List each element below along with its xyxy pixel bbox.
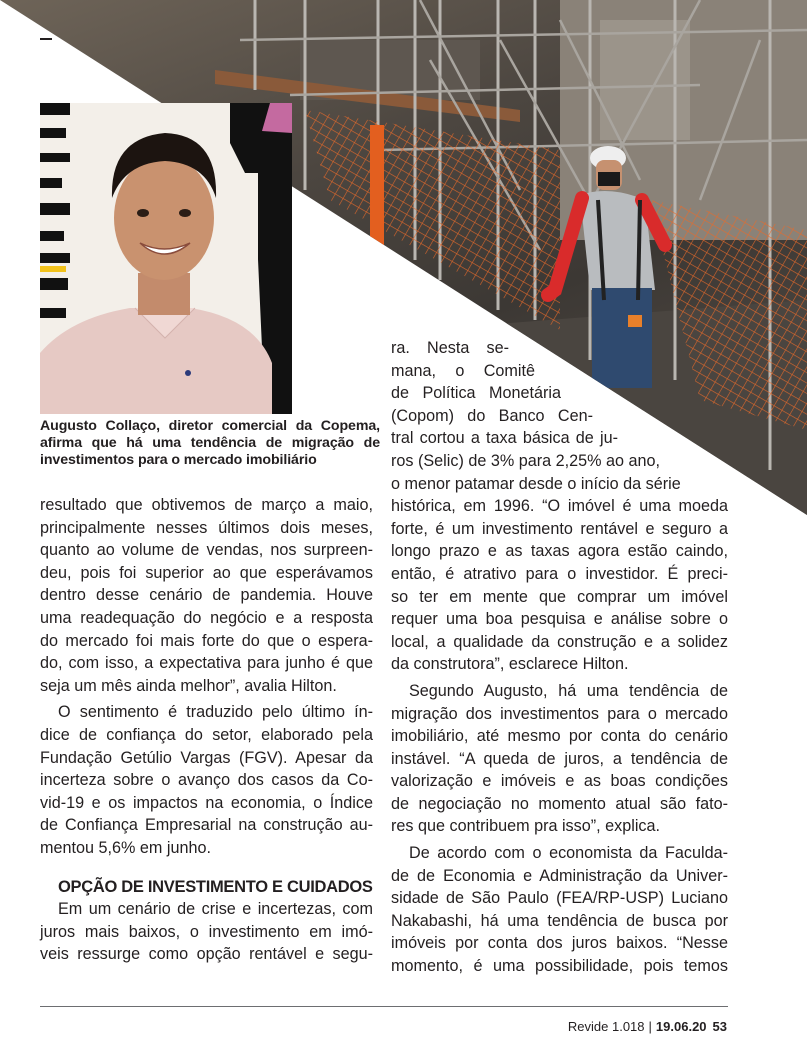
text-line: então, é atrativo para o investidor. É preci- — [391, 564, 728, 583]
text-line: dentro desse cenário de pandemia. Houve — [40, 586, 373, 605]
text-line: mentou 5,6% em junho. — [40, 838, 211, 857]
text-line: resultado que obtivemos de março a maio, — [40, 496, 373, 514]
caption-line: Augusto Collaço, diretor comercial da Copema, — [40, 418, 380, 434]
text-line: local, a qualidade da construção e a solidez — [391, 632, 728, 651]
caption-line: investimentos para o mercado imobiliário — [40, 452, 317, 468]
text-line: ra. Nesta se- — [391, 339, 509, 357]
issue-date: 19.06.20 — [655, 1019, 707, 1034]
issue-number: Revide 1.018 — [567, 1019, 645, 1034]
portrait-scene — [40, 103, 292, 414]
text-line: de negociação no momento atual são fato- — [391, 794, 728, 813]
text-line: Nakabashi, há uma tendência de busca por — [391, 911, 728, 930]
caption-line: afirma que há uma tendência de migração de — [40, 435, 380, 451]
paragraph — [40, 898, 373, 966]
text-line: imóveis por conta dos juros baixos. “Nesse — [391, 934, 728, 953]
text-line: o menor patamar desde o início da série — [391, 474, 681, 493]
text-line: do, com isso, a expectativa para junho é que — [40, 654, 373, 673]
text-line: deu, pois foi superior ao que esperávamos — [40, 563, 373, 582]
text-line: sidade de São Paulo (FEA/RP-USP) Luciano — [391, 889, 728, 908]
text-line: principalmente nesses últimos dois meses, — [40, 518, 373, 537]
text-line: forte, é um investimento rentável e seguro a — [391, 519, 728, 538]
text-line: dice de confiança do setor, elaborado pela — [40, 725, 373, 744]
text-line: imobiliário, até mesmo por conta do cenário — [391, 727, 728, 746]
text-line: juros mais baixos, o investimento em imó- — [40, 922, 373, 941]
text-line: do mercado foi mais forte do que o espera- — [40, 631, 373, 650]
text-line: Segundo Augusto, há uma tendência de — [409, 681, 728, 700]
text-line: Em um cenário de crise e incertezas, com — [58, 900, 373, 919]
paragraph — [391, 337, 728, 676]
text-line: ros (Selic) de 3% para 2,25% ao ano, — [391, 451, 661, 470]
top-dash — [40, 38, 52, 40]
photo-caption — [40, 418, 380, 469]
text-line: mana, o Comitê — [391, 361, 535, 380]
page-footer — [568, 1019, 727, 1034]
text-line: vid-19 e os impactos na economia, o Índice — [40, 793, 373, 812]
text-line: De acordo com o economista da Faculda- — [409, 844, 728, 863]
text-line: longo prazo e as taxas agora estão caindo, — [391, 542, 728, 561]
text-line: O sentimento é traduzido pelo último ín- — [58, 703, 373, 722]
text-line: requer uma boa pesquisa e análise sobre o — [391, 610, 728, 629]
text-line: Fundação Getúlio Vargas (FGV). Apesar da — [40, 748, 373, 767]
text-line: momento, é uma possibilidade, pois temos — [391, 957, 728, 976]
right-column — [391, 337, 728, 978]
portrait-photo — [40, 103, 292, 414]
text-line: de Confiança Empresarial na construção au- — [40, 816, 373, 835]
text-line: histórica, em 1996. “O imóvel é uma moeda — [391, 497, 728, 516]
text-line: migração dos investimentos para o mercado — [391, 704, 728, 723]
text-line: seja um mês ainda melhor”, avalia Hilton. — [40, 676, 337, 695]
text-line: tral cortou a taxa básica de ju- — [391, 429, 618, 448]
text-line: uma readequação do negócio e a resposta — [40, 608, 373, 627]
text-line: de Política Monetária — [391, 384, 561, 403]
paragraph — [40, 494, 373, 697]
text-line: incerteza sobre o avanço dos casos da Co- — [40, 771, 373, 790]
text-line: quanto ao volume de vendas, nos surpreen- — [40, 541, 373, 560]
text-line: da construtora”, esclarece Hilton. — [391, 655, 629, 674]
paragraph — [391, 680, 728, 838]
text-line: res que contribuem pra isso”, explica. — [391, 817, 661, 836]
page-number: 53 — [712, 1019, 727, 1034]
text-line: (Copom) do Banco Cen- — [391, 406, 593, 425]
paragraph — [40, 701, 373, 859]
footer-rule — [40, 1006, 728, 1007]
section-heading: OPÇÃO DE INVESTIMENTO E CUIDADOS — [58, 877, 373, 896]
left-column — [40, 494, 373, 966]
text-line: de de Economia e Administração da Univer- — [391, 866, 728, 885]
paragraph — [391, 842, 728, 978]
text-line: valorização e imóveis e as boas condições — [391, 772, 728, 791]
text-line: veis ressurge como opção rentável e segu- — [40, 945, 373, 964]
text-line: instável. “A queda de juros, a tendência de — [391, 749, 728, 768]
footer-separator: | — [648, 1019, 652, 1034]
text-line: so ter em mente que comprar um imóvel — [391, 587, 728, 606]
